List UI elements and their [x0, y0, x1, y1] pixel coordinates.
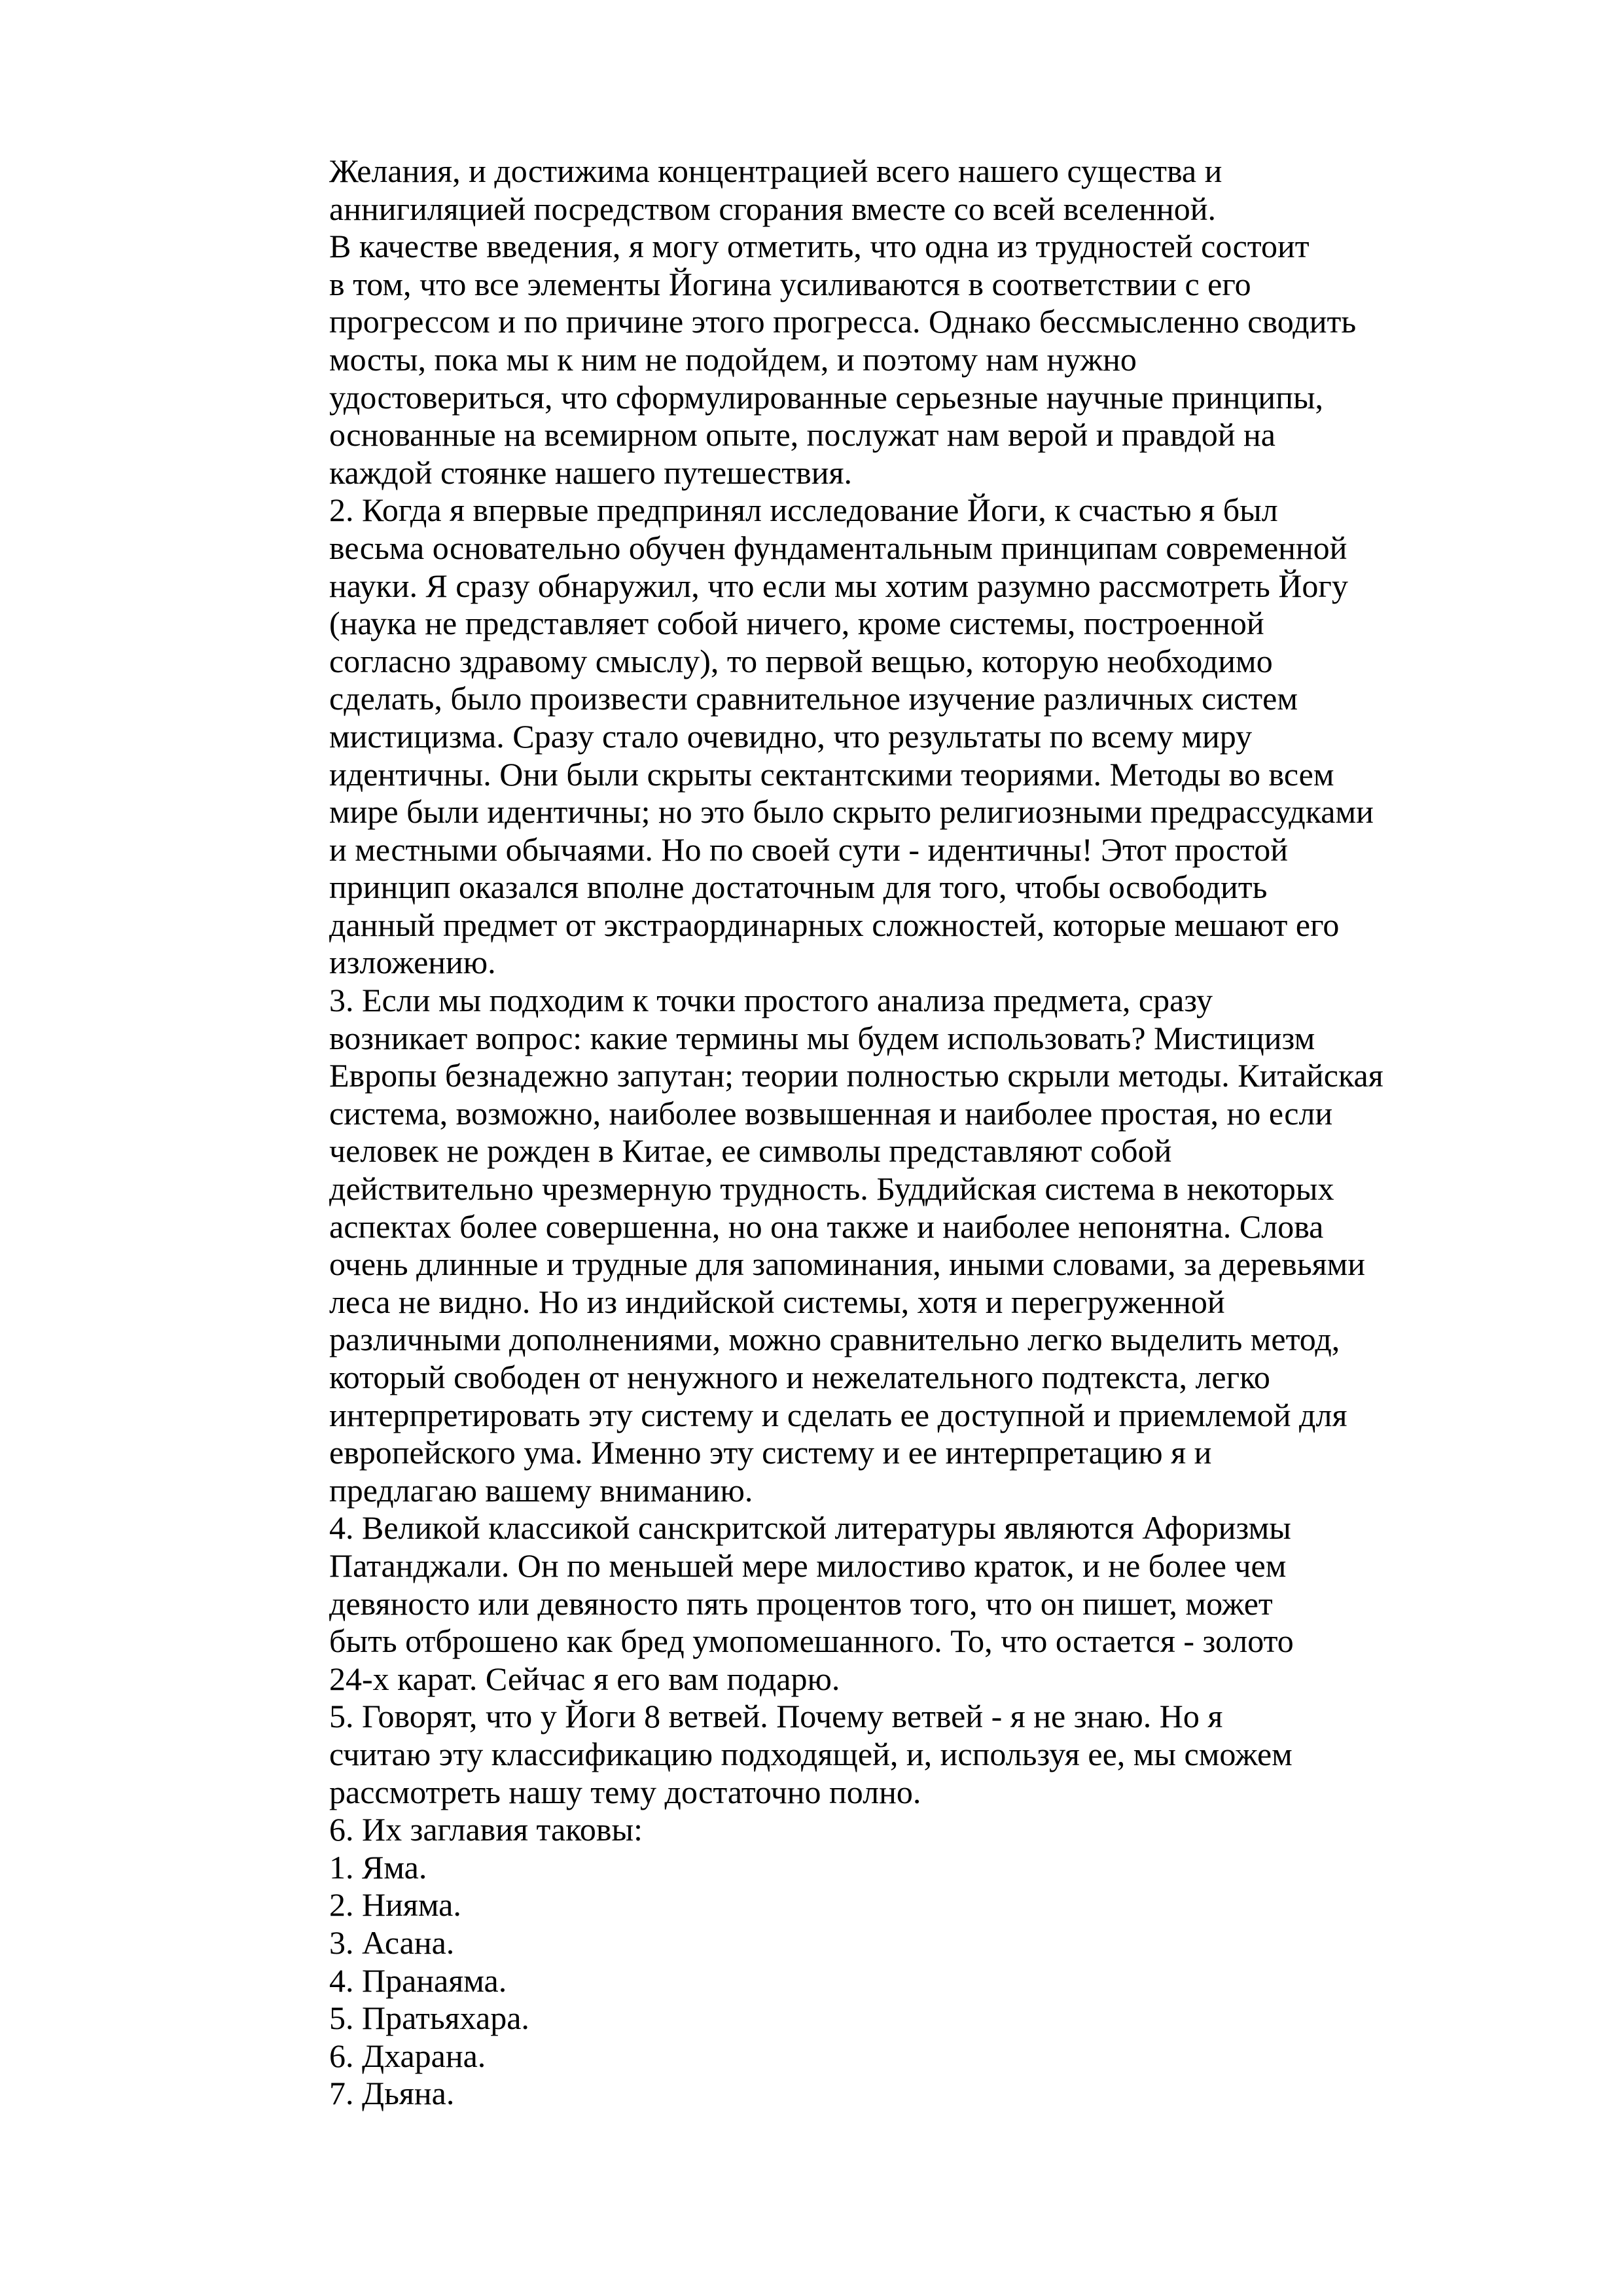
text-line: аннигиляцией посредством сгорания вместе со всей вселенной.: [329, 190, 1217, 227]
text-line: который свободен от ненужного и нежелательного подтекста, легко: [329, 1359, 1270, 1395]
text-line: согласно здравому смыслу), то первой вещью, которую необходимо: [329, 642, 1273, 679]
text-line: каждой стоянке нашего путешествия.: [329, 454, 852, 491]
text-line: мистицизма. Сразу стало очевидно, что результаты по всему миру: [329, 717, 1253, 755]
text-line: мосты, пока мы к ним не подойдем, и поэтому нам нужно: [329, 340, 1137, 378]
list-heading: 6. Их заглавия таковы:: [329, 1811, 643, 1848]
paragraph-3-start: 3. Если мы подходим к точки простого анализа предмета, сразу: [329, 982, 1213, 1019]
text-line: основанные на всемирном опыте, послужат нам верой и правдой на: [329, 416, 1275, 454]
text-line: прогрессом и по причине этого прогресса. Однако бессмысленно сводить: [329, 303, 1357, 340]
list-item-dhyana: 7. Дьяна.: [329, 2075, 455, 2112]
text-line: Желания, и достижима концентрацией всего нашего существа и: [329, 152, 1222, 189]
text-line: рассмотреть нашу тему достаточно полно.: [329, 1773, 921, 1810]
text-line: действительно чрезмерную трудность. Буддийская система в некоторых: [329, 1170, 1334, 1208]
list-item-dharana: 6. Дхарана.: [329, 2037, 486, 2074]
text-line: человек не рожден в Китае, ее символы представляют собой: [329, 1132, 1172, 1170]
text-line: система, возможно, наиболее возвышенная и наиболее простая, но если: [329, 1094, 1333, 1132]
text-line: данный предмет от экстраординарных сложностей, которые мешают его: [329, 906, 1340, 943]
paragraph-4-start: 4. Великой классикой санскритской литературы являются Афоризмы: [329, 1509, 1291, 1547]
text-line: удостовериться, что сформулированные серьезные научные принципы,: [329, 378, 1324, 416]
text-line: сделать, было произвести сравнительное изучение различных систем: [329, 680, 1298, 717]
list-item-yama: 1. Яма.: [329, 1848, 427, 1886]
text-line: принцип оказался вполне достаточным для того, чтобы освободить: [329, 869, 1268, 906]
text-block: [329, 152, 1393, 2113]
list-item-niyama: 2. Нияма.: [329, 1886, 461, 1924]
text-line: мире были идентичны; но это было скрыто религиозными предрассудками: [329, 793, 1374, 831]
text-line: леса не видно. Но из индийской системы, хотя и перегруженной: [329, 1283, 1225, 1320]
text-line: Европы безнадежно запутан; теории полностью скрыли методы. Китайская: [329, 1057, 1383, 1094]
text-line: В качестве введения, я могу отметить, что одна из трудностей состоит: [329, 228, 1310, 265]
text-line: (наука не представляет собой ничего, кроме системы, построенной: [329, 605, 1264, 642]
list-item-asana: 3. Асана.: [329, 1924, 455, 1961]
text-line: очень длинные и трудные для запоминания, иными словами, за деревьями: [329, 1246, 1366, 1283]
text-line: быть отброшено как бред умопомешанного. То, что остается - золото: [329, 1623, 1294, 1660]
list-item-pranayama: 4. Пранаяма.: [329, 1962, 507, 1999]
text-line: европейского ума. Именно эту систему и ее интерпретацию я и: [329, 1434, 1212, 1471]
text-line: в том, что все элементы Йогина усиливаются в соответствии с его: [329, 265, 1251, 302]
text-line: интерпретировать эту систему и сделать ее доступной и приемлемой для: [329, 1396, 1347, 1433]
text-line: считаю эту классификацию подходящей, и, используя ее, мы сможем: [329, 1735, 1293, 1772]
text-line: девяносто или девяносто пять процентов того, что он пишет, может: [329, 1585, 1273, 1622]
text-line: изложению.: [329, 944, 496, 981]
text-line: возникает вопрос: какие термины мы будем использовать? Мистицизм: [329, 1019, 1315, 1056]
text-line: аспектах более совершенна, но она также и наиболее непонятна. Слова: [329, 1208, 1324, 1245]
list-item-pratyahara: 5. Пратьяхара.: [329, 2000, 529, 2037]
paragraph-2-start: 2. Когда я впервые предпринял исследование Йоги, к счастью я был: [329, 492, 1278, 529]
text-line: идентичны. Они были скрыты сектантскими теориями. Методы во всем: [329, 755, 1334, 793]
text-line: весьма основательно обучен фундаментальным принципам современной: [329, 529, 1347, 566]
paragraph-5-start: 5. Говорят, что у Йоги 8 ветвей. Почему ветвей - я не знаю. Но я: [329, 1698, 1223, 1735]
text-line: Патанджали. Он по меньшей мере милостиво краток, и не более чем: [329, 1547, 1287, 1584]
text-line: науки. Я сразу обнаружил, что если мы хотим разумно рассмотреть Йогу: [329, 567, 1348, 604]
text-line: и местными обычаями. Но по своей сути - идентичны! Этот простой: [329, 831, 1289, 868]
text-line: различными дополнениями, можно сравнительно легко выделить метод,: [329, 1321, 1340, 1358]
text-line: предлагаю вашему вниманию.: [329, 1471, 753, 1509]
text-line: 24-х карат. Сейчас я его вам подарю.: [329, 1660, 840, 1697]
